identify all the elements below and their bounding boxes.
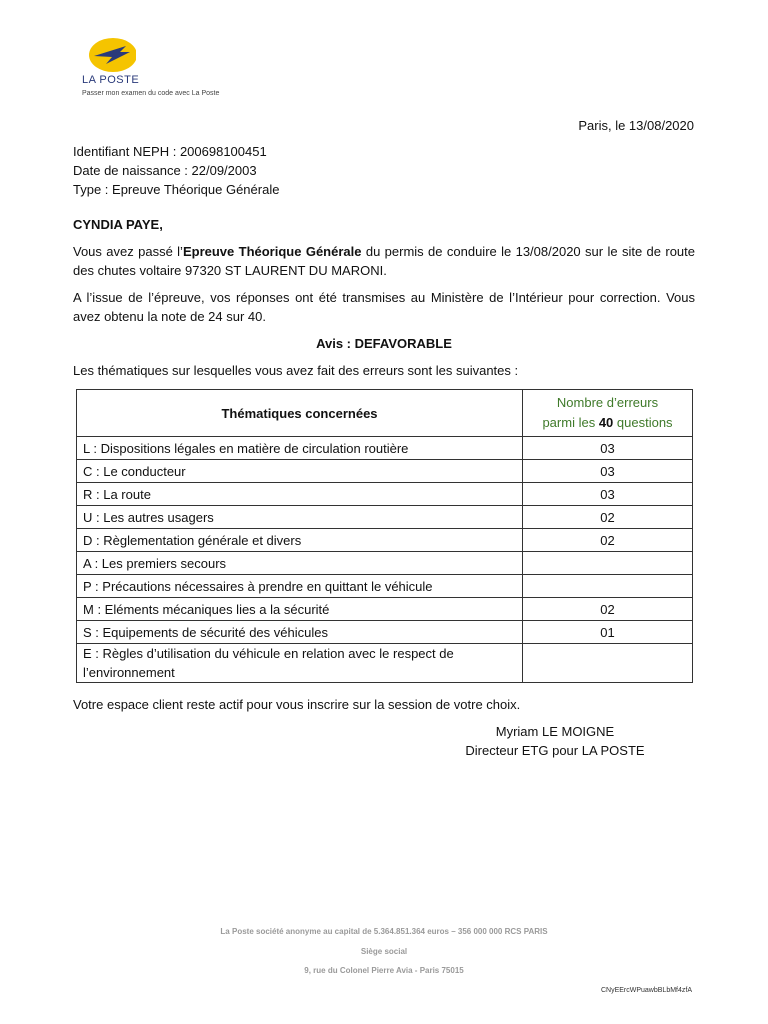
letter-date: Paris, le 13/08/2020 xyxy=(578,118,694,133)
candidate-meta xyxy=(73,142,279,199)
exam-type: Type : Epreuve Théorique Générale xyxy=(73,182,280,197)
topic-cell: L : Dispositions légales en matière de circulation routière xyxy=(77,437,523,460)
la-poste-logo xyxy=(82,38,262,102)
errors-cell xyxy=(523,575,693,598)
signatory-title: Directeur ETG pour LA POSTE xyxy=(465,743,645,758)
footer-address: 9, rue du Colonel Pierre Avia - Paris 75015 xyxy=(304,966,464,975)
result-paragraph: A l’issue de l’épreuve, vos réponses ont été transmises au Ministère de l’Intérieur pour correction. Vous avez obtenu la note de 24 sur 40. xyxy=(73,290,695,324)
topic-cell: E : Règles d’utilisation du véhicule en relation avec le respect de l’environnement xyxy=(77,644,523,683)
table-row xyxy=(77,529,693,552)
signature-block xyxy=(453,722,657,760)
errors-cell: 02 xyxy=(523,506,693,529)
topic-cell: M : Eléments mécaniques lies a la sécurité xyxy=(77,598,523,621)
document-code: CNyEErcWPuawbBLbMf4zfA xyxy=(600,987,692,994)
table-row xyxy=(77,621,693,644)
table-row xyxy=(77,575,693,598)
table-row xyxy=(77,437,693,460)
verdict: Avis : DEFAVORABLE xyxy=(316,336,452,351)
count-header-pre: parmi les xyxy=(542,415,599,430)
brand-name: LA POSTE xyxy=(82,74,140,86)
errors-cell: 02 xyxy=(523,598,693,621)
exam-name: Epreuve Théorique Générale xyxy=(182,244,362,259)
birth-date: Date de naissance : 22/09/2003 xyxy=(73,163,257,178)
topic-cell: P : Précautions nécessaires à prendre en quittant le véhicule xyxy=(77,575,523,598)
errors-cell: 03 xyxy=(523,437,693,460)
closing-note: Votre espace client reste actif pour vous inscrire sur la session de votre choix. xyxy=(73,697,521,712)
errors-cell: 02 xyxy=(523,529,693,552)
errors-table xyxy=(76,389,693,683)
topic-cell: S : Equipements de sécurité des véhicules xyxy=(77,621,523,644)
table-row xyxy=(77,644,693,683)
exam-paragraph-end: du permis de conduire le 13/08/2020 sur le site de route des chutes voltaire 97320 ST LAURENT DU MARONI. xyxy=(73,244,696,278)
table-row xyxy=(77,598,693,621)
footer-legal: La Poste société anonyme au capital de 5.364.851.364 euros – 356 000 000 RCS PARIS xyxy=(220,927,548,936)
topic-cell: C : Le conducteur xyxy=(77,460,523,483)
errors-cell: 01 xyxy=(523,621,693,644)
table-row xyxy=(77,552,693,575)
errors-cell xyxy=(523,552,693,575)
topic-cell: U : Les autres usagers xyxy=(77,506,523,529)
errors-intro: Les thématiques sur lesquelles vous avez fait des erreurs sont les suivantes : xyxy=(73,363,519,378)
footer-hq-label: Siège social xyxy=(360,947,408,956)
exam-paragraph-start: Vous avez passé l’ xyxy=(73,244,183,259)
topic-cell: A : Les premiers secours xyxy=(77,552,523,575)
table-row xyxy=(77,506,693,529)
table-row xyxy=(77,483,693,506)
topic-cell: D : Règlementation générale et divers xyxy=(77,529,523,552)
count-header-total: 40 xyxy=(598,415,614,430)
la-poste-bird-icon xyxy=(86,38,136,74)
topic-cell: R : La route xyxy=(77,483,523,506)
table-row xyxy=(77,460,693,483)
count-header xyxy=(523,390,693,437)
count-header-post: questions xyxy=(613,415,673,430)
topic-header: Thématiques concernées xyxy=(77,390,523,437)
errors-cell xyxy=(523,644,693,683)
brand-tagline: Passer mon examen du code avec La Poste xyxy=(82,90,220,97)
errors-cell: 03 xyxy=(523,483,693,506)
signatory-name: Myriam LE MOIGNE xyxy=(495,724,615,739)
table-header-row xyxy=(77,390,693,437)
exam-paragraph xyxy=(73,242,695,280)
errors-cell: 03 xyxy=(523,460,693,483)
neph-id: Identifiant NEPH : 200698100451 xyxy=(73,144,267,159)
recipient-name: CYNDIA PAYE, xyxy=(73,217,163,232)
count-header-line1: Nombre d’erreurs xyxy=(556,395,659,410)
